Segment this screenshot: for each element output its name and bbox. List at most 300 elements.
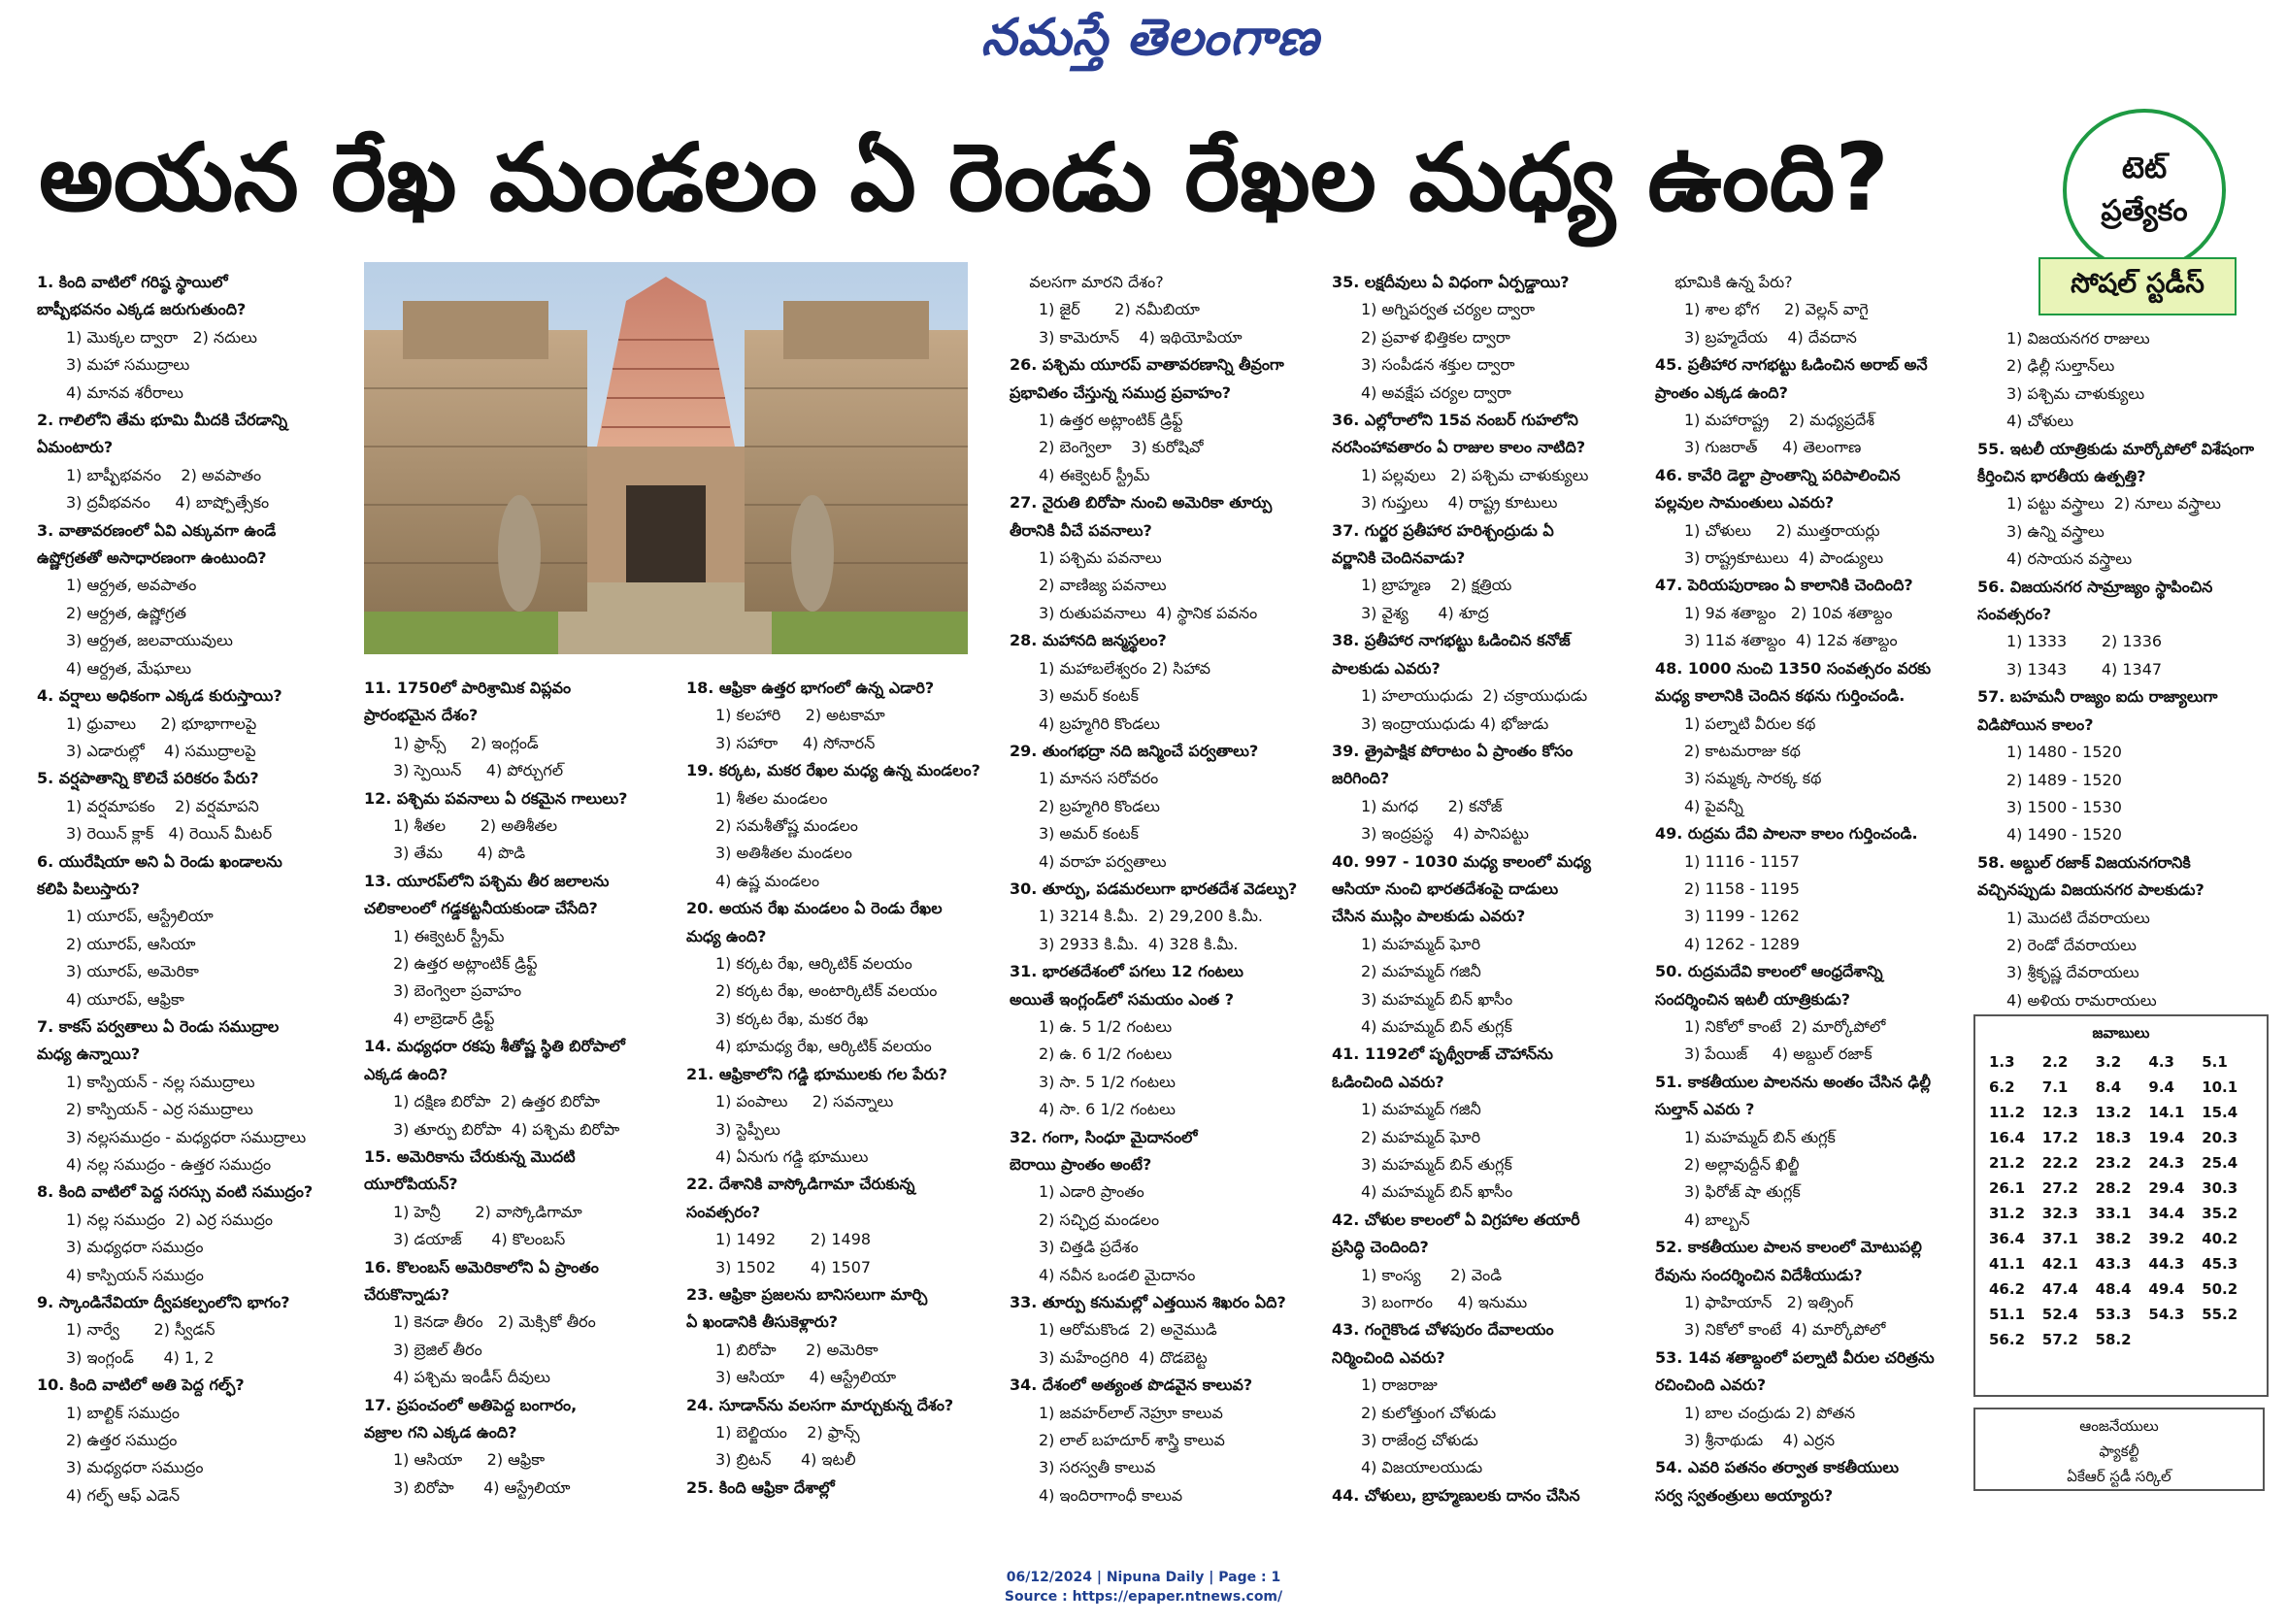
answer-item: 29.4 [2148,1179,2185,1197]
question-line: 13. యూరప్‌లోని పశ్చిమ తీర జలాలను [364,871,610,890]
question-continuation: భూమికి ఉన్న పేరు? [1655,273,1793,291]
option-line: 3) మధ్యధరా సముద్రం [66,1238,204,1257]
answer-item: 37.1 [2041,1230,2078,1247]
option-line: 4) అవక్షేప చర్యల ద్వారా [1361,382,1511,402]
question-line: సర్వ స్వతంత్రులు అయ్యారు? [1655,1485,1834,1505]
option-line: 1) 1116 - 1157 [1684,851,1800,871]
option-line: 4) నల్ల సముద్రం - ఉత్తర సముద్రం [66,1155,272,1174]
question-line: చేరుకొన్నాడు? [364,1284,450,1304]
option-line: 4) వరాహ పర్వతాలు [1039,851,1167,871]
question-column-6 [1655,269,1975,1509]
option-line: 3) డయాజ్ 4) కొలంబస్ [393,1230,566,1249]
question-line: 42. చోళుల కాలంలో ఏ విగ్రహాల తయారీ [1332,1210,1580,1229]
question-line: నరసింహావతారం ఏ రాజుల కాలం నాటిది? [1332,438,1586,457]
question-line: యూరోపియన్? [364,1175,458,1194]
option-line: 2) లాల్ బహదూర్ శాస్త్రి కాలువ [1039,1431,1225,1450]
answer-item: 31.2 [1989,1205,2026,1222]
option-line: 4) రసాయన వస్త్రాలు [2006,549,2133,569]
option-line: 2) 1489 - 1520 [2006,770,2122,789]
option-line: 1) మొదటి దేవరాయలు [2006,908,2150,927]
option-line: 4) పశ్చిమ ఇండీస్ దీవులు [393,1368,550,1387]
answer-item: 2.2 [2041,1053,2069,1071]
option-line: 4) ఏనుగు గడ్డి భూములు [715,1146,869,1166]
footer-source-line: Source : https://epaper.ntnews.com/ [1004,1589,1283,1605]
option-line: 1) కాంస్య 2) వెండి [1361,1265,1503,1284]
answer-item: 58.2 [2095,1331,2132,1348]
answer-item: 9.4 [2148,1078,2174,1096]
question-line: 40. 997 - 1030 మధ్య కాలంలో మధ్య [1332,851,1592,871]
answer-item: 27.2 [2041,1179,2078,1197]
question-line: నిర్మించింది ఎవరు? [1332,1347,1445,1367]
question-line: 37. గుర్జర ప్రతీహార హరిశ్చంద్రుడు ఏ [1332,520,1554,540]
question-line: 46. కావేరి డెల్టా ప్రాంతాన్ని పరిపాలించిన [1655,465,1901,484]
question-line: 8. కింది వాటిలో పెద్ద సరస్సు వంటి సముద్రం? [37,1182,314,1202]
option-line: 3) చిత్తడి ప్రదేశం [1039,1238,1139,1257]
option-line: 1) ధ్రువాలు 2) భూభాగాలపై [66,713,257,733]
option-line: 1) ఉత్తర అట్లాంటిక్ డ్రిఫ్ట్ [1039,411,1183,430]
option-line: 2) అల్లావుద్దీన్ ఖిల్జీ [1684,1155,1800,1174]
answer-item: 21.2 [1989,1154,2026,1172]
question-line: 26. పశ్చిమ యూరప్ వాతావరణాన్ని తీవ్రంగా [1010,355,1284,375]
answer-item: 51.1 [1989,1306,2026,1323]
question-line: 39. త్రైపాక్షిక పోరాటం ఏ ప్రాంతం కోసం [1332,741,1574,760]
question-line: పల్లవుల సామంతులు ఎవరు? [1655,493,1835,513]
option-line: 1) మహమ్మద్ గజినీ [1361,1100,1481,1119]
question-line: సందర్శించిన ఇటలీ యాత్రికుడు? [1655,989,1851,1009]
option-line: 4) ఉష్ణ మండలం [715,871,820,890]
option-line: 3) మహమ్మద్ బిన్ తుగ్లక్ [1361,1155,1512,1174]
question-line: 56. విజయనగర సామ్రాజ్యం స్థాపించిన [1977,577,2213,596]
option-line: 3) బ్రిటన్ 4) ఇటలీ [715,1450,856,1470]
answer-item: 3.2 [2095,1053,2122,1071]
answer-item: 46.2 [1989,1280,2026,1298]
option-line: 1) మగధ 2) కనోజ్ [1361,796,1503,815]
question-line: 55. ఇటలీ యాత్రికుడు మార్కోపోలో విశేషంగా [1977,439,2255,458]
option-line: 1) ఉ. 5 1/2 గంటలు [1039,1016,1173,1036]
option-line: 1) ఆసియా 2) ఆఫ్రికా [393,1450,546,1470]
question-line: ఏమంటారు? [37,438,114,457]
option-line: 3) 1500 - 1530 [2006,797,2122,816]
option-line: 4) కాస్పియన్ సముద్రం [66,1265,204,1284]
question-line: 50. రుద్రమదేవి కాలంలో ఆంధ్రదేశాన్ని [1655,962,1883,981]
question-line: 57. బహమనీ రాజ్యం ఐదు రాజ్యాలుగా [1977,687,2218,707]
option-line: 1) మహమ్మద్ ఘోరి [1361,934,1481,953]
question-line: 19. కర్కట, మకర రేఖల మధ్య ఉన్న మండలం? [686,761,980,780]
temple-photo [364,262,968,654]
option-line: 1) బిరోపా 2) అమెరికా [715,1340,878,1359]
option-line: 3) ఆర్ద్రత, జలవాయువులు [66,631,233,650]
option-line: 4) యూరప్, ఆఫ్రికా [66,989,184,1009]
option-line: 1) కర్కట రేఖ, ఆర్కిటిక్ వలయం [715,954,912,974]
answer-item: 5.1 [2202,1053,2228,1071]
answer-item: 38.2 [2095,1230,2132,1247]
option-line: 3) 2933 కి.మీ. 4) 328 కి.మీ. [1039,934,1239,953]
option-line: 1) కాస్పియన్ - నల్ల సముద్రాలు [66,1072,255,1091]
answer-item: 16.4 [1989,1129,2026,1146]
option-line: 3) పేయిజ్ 4) అబ్దుల్ రజాక్ [1684,1044,1873,1064]
question-line: 31. భారతదేశంలో పగలు 12 గంటలు [1010,962,1243,981]
question-line: ఉష్ణోగ్రతతో అసాధారణంగా ఉంటుంది? [37,548,267,568]
option-line: 3) ఇంద్రాయుధుడు 4) భోజుడు [1361,713,1549,733]
option-line: 4) 1262 - 1289 [1684,934,1800,953]
option-line: 1) బాష్పీభవనం 2) అవపాతం [66,465,262,484]
question-line: 51. కాకతీయుల పాలనను అంతం చేసిన ఢిల్లీ [1655,1072,1932,1091]
answer-item: 35.2 [2202,1205,2238,1222]
question-line: 14. మధ్యధరా రకపు శీతోష్ణ స్థితి బిరోపాలో [364,1037,625,1056]
answer-item: 33.1 [2095,1205,2132,1222]
question-line: ఓడించింది ఎవరు? [1332,1072,1444,1091]
answer-item: 10.1 [2202,1078,2238,1096]
question-line: 7. కాకస్ పర్వతాలు ఏ రెండు సముద్రాల [37,1016,280,1036]
answer-item: 18.3 [2095,1129,2132,1146]
option-line: 4) లాబ్రెడార్ డ్రిఫ్ట్ [393,1009,495,1028]
temple-illustration [364,262,968,654]
option-line: 1) మానస సరోవరం [1039,769,1159,788]
option-line: 4) భూమధ్య రేఖ, ఆర్కిటిక్ వలయం [715,1037,932,1056]
option-line: 3) సంపీడన శక్తుల ద్వారా [1361,355,1515,375]
author-org: ఏకేఆర్ స్టడీ సర్కిల్ [2067,1468,2171,1485]
option-line: 3) అతిశీతల మండలం [715,844,852,863]
option-line: 3) నికోలో కాంటే 4) మార్కోపోలో [1684,1320,1886,1340]
question-line: వర్ణానికి చెందినవాడు? [1332,548,1466,568]
subject-label: సోషల్ స్టడీస్ [2038,257,2237,315]
option-line: 3) 1502 4) 1507 [715,1257,872,1276]
answer-item: 45.3 [2202,1255,2238,1273]
option-line: 3) బ్రెజిల్ తీరం [393,1340,482,1359]
option-line: 1) మొక్కల ద్వారా 2) నదులు [66,327,257,347]
option-line: 4) ఈక్వెటర్ స్ట్రీమ్ [1039,465,1150,484]
option-line: 3) ఇంగ్లండ్ 4) 1, 2 [66,1347,215,1367]
option-line: 3) గుప్తులు 4) రాష్ట్ర కూటులు [1361,493,1558,513]
option-line: 2) 1158 - 1195 [1684,878,1800,898]
page-footer [0,1568,2287,1607]
answer-item: 6.2 [1989,1078,2015,1096]
option-line: 1) నల్ల సముద్రం 2) ఎర్ర సముద్రం [66,1210,274,1229]
option-line: 1) కలహారి 2) అటకామా [715,706,885,725]
answer-item: 41.1 [1989,1255,2026,1273]
question-line: తీరానికి వీచే పవనాలు? [1010,520,1152,540]
option-line: 3) 11వ శతాబ్దం 4) 12వ శతాబ్దం [1684,631,1898,650]
option-line: 3) కర్కట రేఖ, మకర రేఖ [715,1009,869,1028]
answer-item: 48.4 [2095,1280,2132,1298]
question-line: 45. ప్రతీహార నాగభట్టు ఓడించిన అరాబ్ అనే [1655,355,1928,375]
question-line: 43. గంగైకొండ చోళపురం దేవాలయం [1332,1320,1554,1340]
answer-item: 7.1 [2041,1078,2069,1096]
question-line: విడిపోయిన కాలం? [1977,714,2094,734]
answer-item: 17.2 [2041,1129,2078,1146]
question-line: ఆసియా నుంచి భారతదేశంపై దాడులు [1332,878,1559,898]
option-line: 4) ఆర్ద్రత, మేఘాలు [66,658,191,678]
page-title: అయన రేఖ మండలం ఏ రెండు రేఖల మధ్య ఉంది? [39,123,1889,232]
option-line: 1) నికోలో కాంటే 2) మార్కోపోలో [1684,1016,1886,1036]
option-line: 4) మానవ శరీరాలు [66,382,183,402]
answer-item: 11.2 [1989,1104,2026,1121]
option-line: 4) మహమ్మద్ బిన్ ఖాసీం [1361,1182,1513,1202]
answer-item: 53.3 [2095,1306,2132,1323]
option-line: 4) గల్ఫ్ ఆఫ్ ఎడెన్ [66,1485,181,1505]
question-line: రచించింది ఎవరు? [1655,1375,1767,1395]
question-line: 15. అమెరికాను చేరుకున్న మొదటి [364,1146,576,1166]
question-line: చేసిన ముస్లిం పాలకుడు ఎవరు? [1332,907,1526,926]
answer-item: 44.3 [2148,1255,2185,1273]
question-line: ప్రసిద్ధి చెందింది? [1332,1238,1429,1257]
option-line: 1) శీతల మండలం [715,788,828,808]
answer-item: 50.2 [2202,1280,2238,1298]
question-line: 28. మహానది జన్మస్థలం? [1010,631,1167,650]
question-line: 18. ఆఫ్రికా ఉత్తర భాగంలో ఉన్న ఎడారి? [686,679,935,697]
option-line: 1) పశ్చిమ పవనాలు [1039,548,1162,568]
question-line: 38. ప్రతీహార నాగభట్టు ఓడించిన కనోజ్ [1332,631,1571,650]
question-line: 54. ఎవరి పతనం తర్వాత కాకతీయులు [1655,1458,1900,1477]
option-line: 2) ఉత్తర అట్లాంటిక్ డ్రిఫ్ట్ [393,954,538,974]
option-line: 1) హలాయుధుడు 2) చక్రాయుధుడు [1361,686,1588,706]
question-line: కీర్తించిన భారతీయ ఉత్పత్తి? [1977,467,2146,486]
answer-item: 39.2 [2148,1230,2185,1247]
question-line: సుల్తాన్ ఎవరు ? [1655,1100,1755,1119]
option-line: 3) మహమ్మద్ బిన్ ఖాసీం [1361,989,1513,1009]
answer-item: 12.3 [2041,1104,2078,1121]
option-line: 3) బిరోపా 4) ఆస్ట్రేలియా [393,1477,571,1497]
question-continuation: వలసగా మారని దేశం? [1010,273,1164,291]
question-line: బెరాయి ప్రాంతం అంటే? [1010,1155,1152,1174]
option-line: 4) అళియ రామరాయలు [2006,990,2157,1010]
answer-item: 43.3 [2095,1255,2132,1273]
option-line: 2) వాణిజ్య పవనాలు [1039,576,1167,595]
option-line: 1) 1333 2) 1336 [2006,632,2163,651]
question-line: వచ్చినప్పుడు విజయనగర పాలకుడు? [1977,880,2204,900]
question-line: 52. కాకతీయుల పాలన కాలంలో మోటుపల్లి [1655,1238,1922,1257]
answer-item: 24.3 [2148,1154,2185,1172]
option-line: 1) పట్టు వస్త్రాలు 2) నూలు వస్త్రాలు [2006,494,2221,514]
option-line: 3) రాష్ట్రకూటులు 4) పాండ్యులు [1684,548,1884,568]
option-line: 1) మహాబలేశ్వరం 2) సిహావ [1039,658,1211,678]
answer-item: 56.2 [1989,1331,2026,1348]
question-column-4 [1010,269,1330,1509]
question-line: సంవత్సరం? [1977,605,2052,624]
option-line: 3) 1343 4) 1347 [2006,659,2163,679]
option-line: 1) 3214 కి.మీ. 2) 29,200 కి.మీ. [1039,907,1263,926]
question-line: 3. వాతావరణంలో ఏవి ఎక్కువగా ఉండే [37,520,277,540]
option-line: 3) బ్రహ్మదేయ 4) దేవదాన [1684,327,1857,347]
question-column-2 [364,675,675,1502]
option-line: 3) వైశ్య 4) శూద్ర [1361,603,1489,622]
answer-item: 28.2 [2095,1179,2132,1197]
option-line: 3) కామెరూన్ 4) ఇథియోపియా [1039,327,1243,347]
option-line: 3) బంగారం 4) ఇనుము [1361,1293,1528,1312]
option-line: 4) 1490 - 1520 [2006,825,2122,845]
option-line: 3) రుతుపవనాలు 4) స్థానిక పవనం [1039,603,1258,622]
option-line: 2) కాస్పియన్ - ఎర్ర సముద్రాలు [66,1100,253,1119]
option-line: 4) చోళులు [2006,412,2074,431]
option-line: 3) స్టెప్పీలు [715,1119,780,1139]
option-line: 1) మహమ్మద్ బిన్ తుగ్లక్ [1684,1127,1836,1146]
option-line: 1) కెనడా తీరం 2) మెక్సికో తీరం [393,1312,596,1332]
question-line: ఏ ఖండానికి తీసుకెళ్లారు? [686,1312,839,1332]
answer-item: 57.2 [2041,1331,2078,1348]
answer-key-grid [1975,1049,2267,1352]
answer-item: 49.4 [2148,1280,2185,1298]
option-line: 1) యూరప్, ఆస్ట్రేలియా [66,907,214,926]
answer-item: 25.4 [2202,1154,2238,1172]
question-line: మధ్య ఉన్నాయి? [37,1044,141,1064]
option-line: 2) సచ్ఛిద్ర మండలం [1039,1210,1160,1229]
answer-item: 30.3 [2202,1179,2238,1197]
option-line: 2) బ్రహ్మగిరి కొండలు [1039,796,1160,815]
option-line: 2) ఆర్ద్రత, ఉష్ణోగ్రత [66,603,186,622]
option-line: 3) మహేంద్రగిరి 4) దొడబెట్ట [1039,1347,1208,1367]
question-line: 53. 14వ శతాబ్దంలో పల్నాటి వీరుల చరిత్రను [1655,1347,1935,1367]
question-line: ప్రభావితం చేస్తున్న సముద్ర ప్రవాహం? [1010,382,1231,402]
option-line: 3) బెంగ్వెలా ప్రవాహం [393,981,522,1001]
option-line: 1) బ్రాహ్మణ 2) క్షత్రియ [1361,576,1512,595]
answer-item: 54.3 [2148,1306,2185,1323]
option-line: 1) 1480 - 1520 [2006,743,2122,762]
option-line: 3) పశ్చిమ చాళుక్యులు [2006,383,2145,403]
masthead-logo: నమస్తే తెలంగాణ [980,8,1320,67]
option-line: 3) శ్రీకృష్ణ దేవరాయలు [2006,963,2139,982]
question-line: 17. ప్రపంచంలో అతిపెద్ద బంగారం, [364,1395,578,1414]
option-line: 2) రెండో దేవరాయలు [2006,935,2137,954]
option-line: 1) అగ్నిపర్వత చర్యల ద్వారా [1361,300,1536,319]
option-line: 2) యూరప్, ఆసియా [66,934,196,953]
question-line: 25. కింది ఆఫ్రికా దేశాల్లో [686,1477,835,1497]
question-column-1 [37,269,357,1509]
question-line: 32. గంగా, సింధూ మైదానంలో [1010,1127,1198,1146]
option-line: 1) శాల భోగ 2) వెల్లన్ వాగై [1684,300,1869,319]
option-line: 3) సహారా 4) సోనారన్ [715,733,876,752]
question-line: 47. పెరియపురాణం ఏ కాలానికి చెందింది? [1655,576,1913,595]
question-column-3 [686,675,997,1502]
question-line: 58. అబ్దుల్ రజాక్ విజయనగరానికి [1977,852,2191,872]
question-line: 49. రుద్రమ దేవి పాలనా కాలం గుర్తించండి. [1655,824,1918,844]
answer-item: 40.2 [2202,1230,2238,1247]
answer-item: 20.3 [2202,1129,2238,1146]
answer-item: 1.3 [1989,1053,2015,1071]
question-line: 35. లక్షదీవులు ఏ విధంగా ఏర్పడ్డాయి? [1332,273,1570,291]
option-line: 3) ఎడారుల్లో 4) సముద్రాలపై [66,741,256,760]
author-name: ఆంజనేయులు [2079,1417,2159,1435]
option-line: 4) విజయాలయుడు [1361,1458,1483,1477]
option-line: 1) దక్షిణ బిరోపా 2) ఉత్తర బిరోపా [393,1092,601,1111]
option-line: 4) నవీన ఒండలి మైదానం [1039,1265,1196,1284]
option-line: 3) సా. 5 1/2 గంటలు [1039,1072,1176,1091]
question-line: 33. తూర్పు కనుమల్లో ఎత్తయిన శిఖరం ఏది? [1010,1293,1286,1312]
question-line: సంవత్సరం? [686,1202,761,1221]
answer-key-box [1973,1014,2269,1397]
option-line: 3) తేమ 4) పొడి [393,844,526,863]
option-line: 3) అమర్ కంటక్ [1039,824,1139,844]
option-line: 3) 1199 - 1262 [1684,907,1800,926]
question-line: 36. ఎల్లోరాలోని 15వ నంబర్ గుహలోని [1332,411,1578,430]
option-line: 1) ఎడారి ప్రాంతం [1039,1182,1144,1202]
question-line: 21. ఆఫ్రికాలోని గడ్డి భూములకు గల పేరు? [686,1064,947,1083]
option-line: 1) రాజరాజు [1361,1375,1438,1395]
option-line: 1) ఆర్ద్రత, అవపాతం [66,576,197,595]
question-line: 27. నైరుతి బిరోపా నుంచి అమెరికా తూర్పు [1010,493,1273,513]
question-line: 6. యురేషియా అని ఏ రెండు ఖండాలను [37,851,282,871]
option-line: 2) మహమ్మద్ ఘోరి [1361,1127,1481,1146]
badge-line-2: ప్రత్యేకం [2101,194,2188,228]
special-badge [2063,109,2226,272]
answer-item: 47.4 [2041,1280,2078,1298]
answer-item: 26.1 [1989,1179,2026,1197]
option-line: 3) ద్రవీభవనం 4) బాష్పోత్సేకం [66,493,270,513]
question-column-5 [1332,269,1652,1509]
option-line: 1) పంపాలు 2) సవన్నాలు [715,1092,894,1111]
question-line: 24. సూడాన్‌ను వలసగా మార్చుకున్న దేశం? [686,1395,954,1414]
option-line: 3) మధ్యధరా సముద్రం [66,1458,204,1477]
answer-item: 4.3 [2148,1053,2174,1071]
option-line: 3) ఇంద్రప్రస్థ 4) పానిపట్టు [1361,824,1529,844]
question-line: 41. 1192లో పృథ్వీరాజ్ చౌహాన్‌ను [1332,1044,1553,1064]
option-line: 1) 1492 2) 1498 [715,1230,872,1249]
option-line: 3) రాజేంద్ర చోళుడు [1361,1431,1478,1450]
question-line: వజ్రాల గని ఎక్కడ ఉంది? [364,1422,517,1442]
question-line: జరిగింది? [1332,769,1390,788]
option-line: 1) ఫ్రాన్స్ 2) ఇంగ్లండ్ [393,733,539,752]
footer-date-line: 06/12/2024 | Nipuna Daily | Page : 1 [1006,1570,1281,1585]
option-line: 4) పైవన్నీ [1684,796,1743,815]
option-line: 2) మహమ్మద్ గజినీ [1361,962,1481,981]
answer-item: 42.1 [2041,1255,2078,1273]
option-line: 1) ఈక్వెటర్ స్ట్రీమ్ [393,926,505,945]
question-line: 16. కొలంబస్ అమెరికాలోని ఏ ప్రాంతం [364,1257,599,1276]
answer-item: 14.1 [2148,1104,2185,1121]
question-line: 23. ఆఫ్రికా ప్రజలను బానిసలుగా మార్చి [686,1284,928,1304]
question-line: 10. కింది వాటిలో అతి పెద్ద గల్ఫ్? [37,1375,245,1395]
option-line: 2) బెంగ్వెలా 3) కురోషివో [1039,438,1204,457]
option-line: 3) అమర్ కంటక్ [1039,686,1139,706]
option-line: 2) కులోత్తుంగ చోళుడు [1361,1403,1497,1422]
option-line: 1) నార్వే 2) స్వీడన్ [66,1320,215,1340]
question-line: రేవును సందర్శించిన విదేశీయుడు? [1655,1265,1863,1284]
answer-item: 8.4 [2095,1078,2122,1096]
question-line: మధ్య కాలానికి చెందిన కథను గుర్తించండి. [1655,686,1906,706]
option-line: 2) ఉత్తర సముద్రం [66,1431,178,1450]
question-line: 2. గాలిలోని తేమ భూమి మీదకి చేరడాన్ని [37,411,288,430]
option-line: 3) తూర్పు బిరోపా 4) పశ్చిమ బిరోపా [393,1119,620,1139]
answer-item: 22.2 [2041,1154,2078,1172]
option-line: 2) ఉ. 6 1/2 గంటలు [1039,1044,1173,1064]
option-line: 4) మహమ్మద్ బిన్ తుగ్లక్ [1361,1016,1512,1036]
question-line: మధ్య ఉంది? [686,926,767,945]
question-line: 48. 1000 నుంచి 1350 సంవత్సరం వరకు [1655,658,1932,678]
option-line: 4) బాల్బన్ [1684,1210,1750,1229]
option-line: 3) ఆసియా 4) ఆస్ట్రేలియా [715,1368,897,1387]
option-line: 1) ఫాహియాన్ 2) ఇత్సింగ్ [1684,1293,1854,1312]
option-line: 1) మహారాష్ట్ర 2) మధ్యప్రదేశ్ [1684,411,1875,430]
question-line: 44. చోళులు, బ్రాహ్మణులకు దానం చేసిన [1332,1485,1580,1505]
option-line: 3) యూరప్, అమెరికా [66,962,199,981]
answer-item: 32.3 [2041,1205,2078,1222]
option-line: 4) ఇందిరాగాంధీ కాలువ [1039,1485,1183,1505]
question-line: కలిపి పిలుస్తారు? [37,878,141,898]
question-line: ప్రారంభమైన దేశం? [364,706,479,725]
question-line: ఎక్కడ ఉంది? [364,1064,448,1083]
question-line: 11. 1750లో పారిశ్రామిక విప్లవం [364,679,572,697]
question-line: 12. పశ్చిమ పవనాలు ఏ రకమైన గాలులు? [364,788,628,808]
option-line: 3) సమ్మక్క సారక్క కథ [1684,769,1822,788]
option-line: 3) నల్లసముద్రం - మధ్యధరా సముద్రాలు [66,1127,307,1146]
option-line: 1) శీతల 2) అతిశీతల [393,816,558,836]
question-line: బాష్పీభవనం ఎక్కడ జరుగుతుంది? [37,300,247,319]
question-line: 5. వర్షపాతాన్ని కొలిచే పరికరం పేరు? [37,769,259,788]
option-line: 4) సా. 6 1/2 గంటలు [1039,1100,1176,1119]
option-line: 3) ఉన్ని వస్త్రాలు [2006,521,2105,541]
question-line: 29. తుంగభద్రా నది జన్మించే పర్వతాలు? [1010,741,1259,760]
answer-item: 23.2 [2095,1154,2132,1172]
answer-key-title: జవాబులు [2092,1024,2150,1042]
